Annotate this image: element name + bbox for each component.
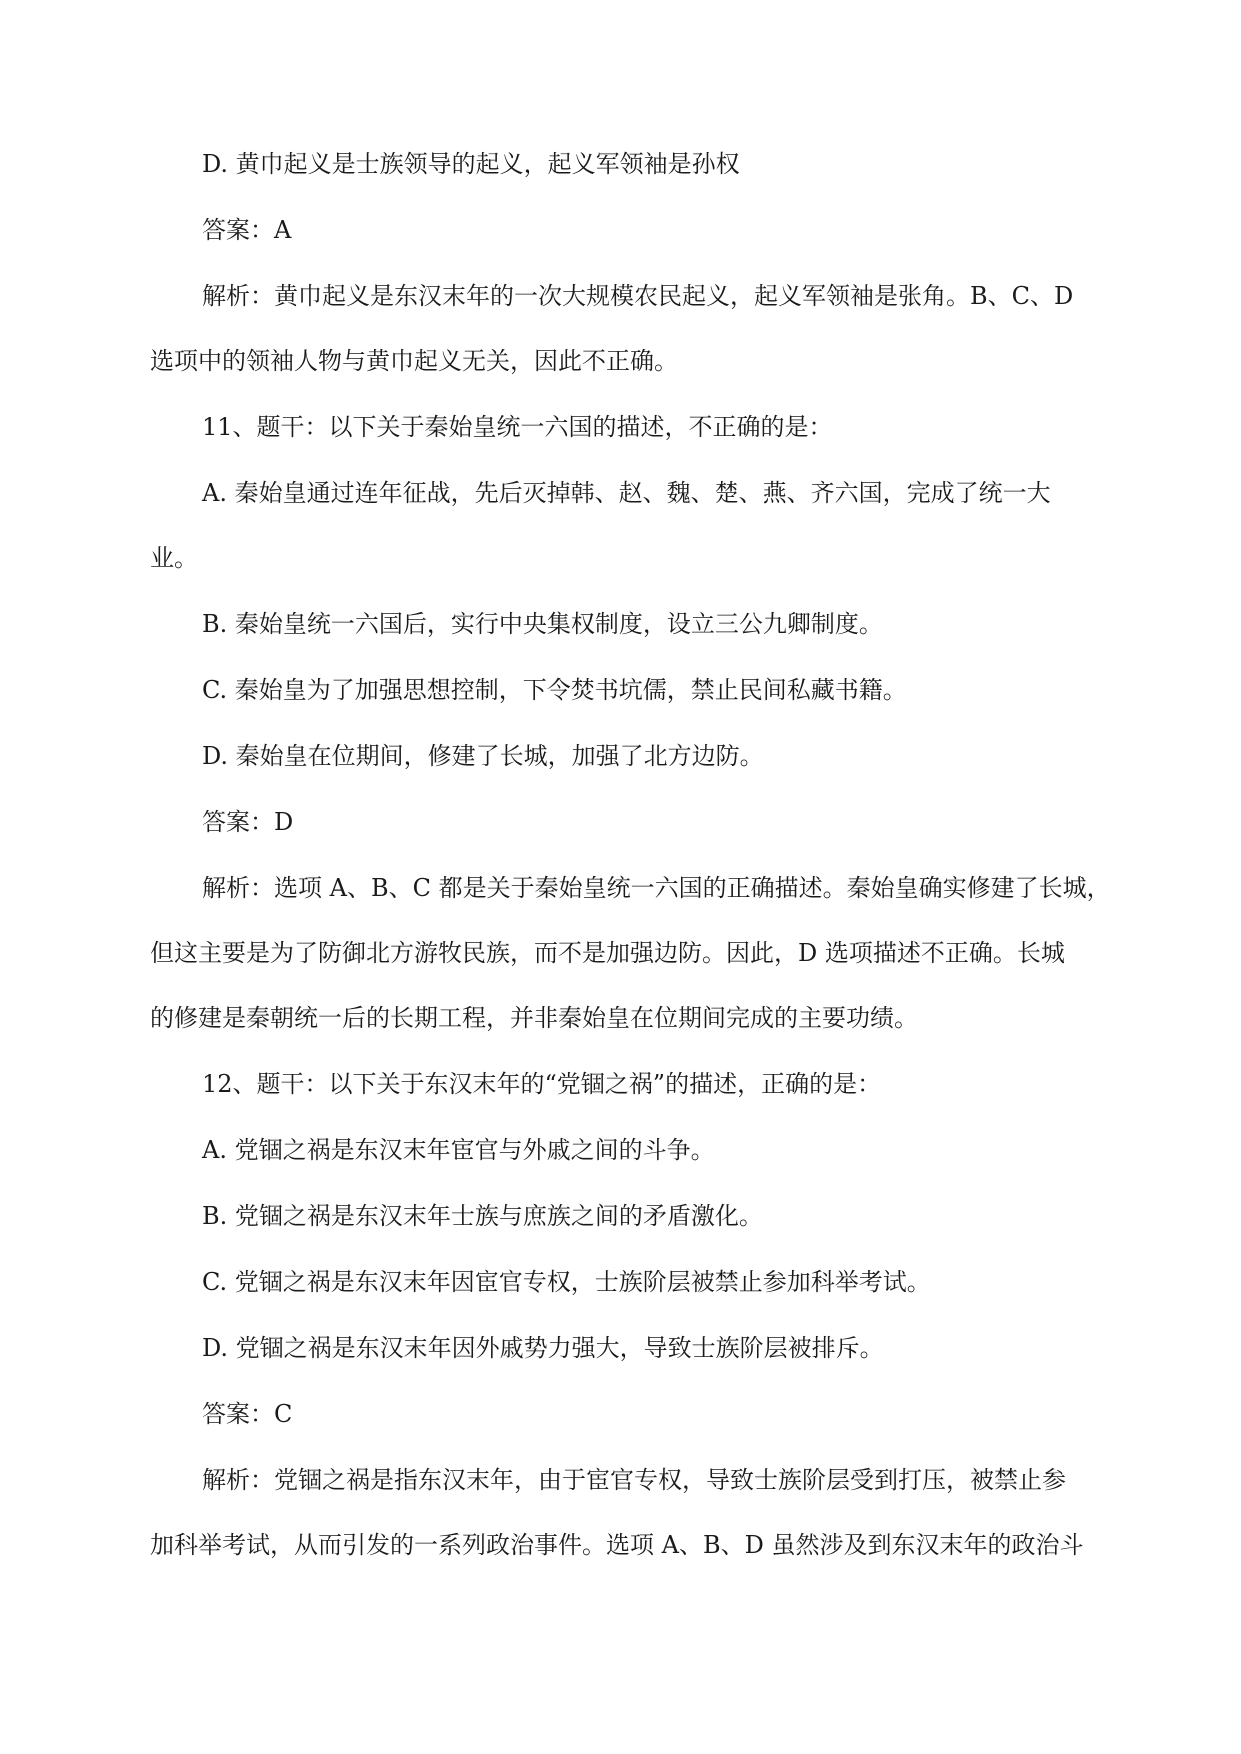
document-page — [150, 148, 1111, 1561]
question-11-option-a-cont: 业。 — [150, 544, 198, 572]
question-11-option-a: A. 秦始皇通过连年征战，先后灭掉韩、赵、魏、楚、燕、齐六国，完成了统一大 — [202, 479, 1051, 507]
question-12-analysis-cont: 加科举考试，从而引发的一系列政治事件。选项 A、B、D 虽然涉及到东汉末年的政治斗 — [150, 1531, 1084, 1559]
question-12-option-d: D. 党锢之祸是东汉末年因外戚势力强大，导致士族阶层被排斥。 — [202, 1334, 884, 1362]
question-11-option-b: B. 秦始皇统一六国后，实行中央集权制度，设立三公九卿制度。 — [202, 610, 883, 638]
question-11-answer: 答案：D — [202, 808, 294, 836]
question-11-analysis: 解析：选项 A、B、C 都是关于秦始皇统一六国的正确描述。秦始皇确实修建了长城， — [202, 874, 1111, 902]
question-12-answer: 答案：C — [202, 1400, 293, 1428]
question-11-option-c: C. 秦始皇为了加强思想控制，下令焚书坑儒，禁止民间私藏书籍。 — [202, 676, 907, 704]
question-12-stem: 12、题干：以下关于东汉末年的“党锢之祸”的描述，正确的是： — [202, 1070, 882, 1098]
question-12-analysis: 解析：党锢之祸是指东汉末年，由于宦官专权，导致士族阶层受到打压，被禁止参 — [202, 1466, 1066, 1494]
question-12-option-b: B. 党锢之祸是东汉末年士族与庶族之间的矛盾激化。 — [202, 1202, 763, 1230]
analysis-line-cont: 选项中的领袖人物与黄巾起义无关，因此不正确。 — [150, 347, 678, 375]
option-d-line: D. 黄巾起义是士族领导的起义，起义军领袖是孙权 — [202, 150, 740, 178]
question-12-option-c: C. 党锢之祸是东汉末年因宦官专权，士族阶层被禁止参加科举考试。 — [202, 1268, 931, 1296]
question-11-option-d: D. 秦始皇在位期间，修建了长城，加强了北方边防。 — [202, 742, 764, 770]
question-11-analysis-cont-1: 但这主要是为了防御北方游牧民族，而不是加强边防。因此，D 选项描述不正确。长城 — [150, 939, 1065, 967]
question-11-analysis-cont-2: 的修建是秦朝统一后的长期工程，并非秦始皇在位期间完成的主要功绩。 — [150, 1004, 918, 1032]
question-12-option-a: A. 党锢之祸是东汉末年宦官与外戚之间的斗争。 — [202, 1136, 715, 1164]
question-11-stem: 11、题干：以下关于秦始皇统一六国的描述，不正确的是： — [202, 413, 833, 441]
answer-line: 答案：A — [202, 216, 292, 244]
analysis-line: 解析：黄巾起义是东汉末年的一次大规模农民起义，起义军领袖是张角。B、C、D — [202, 282, 1074, 310]
